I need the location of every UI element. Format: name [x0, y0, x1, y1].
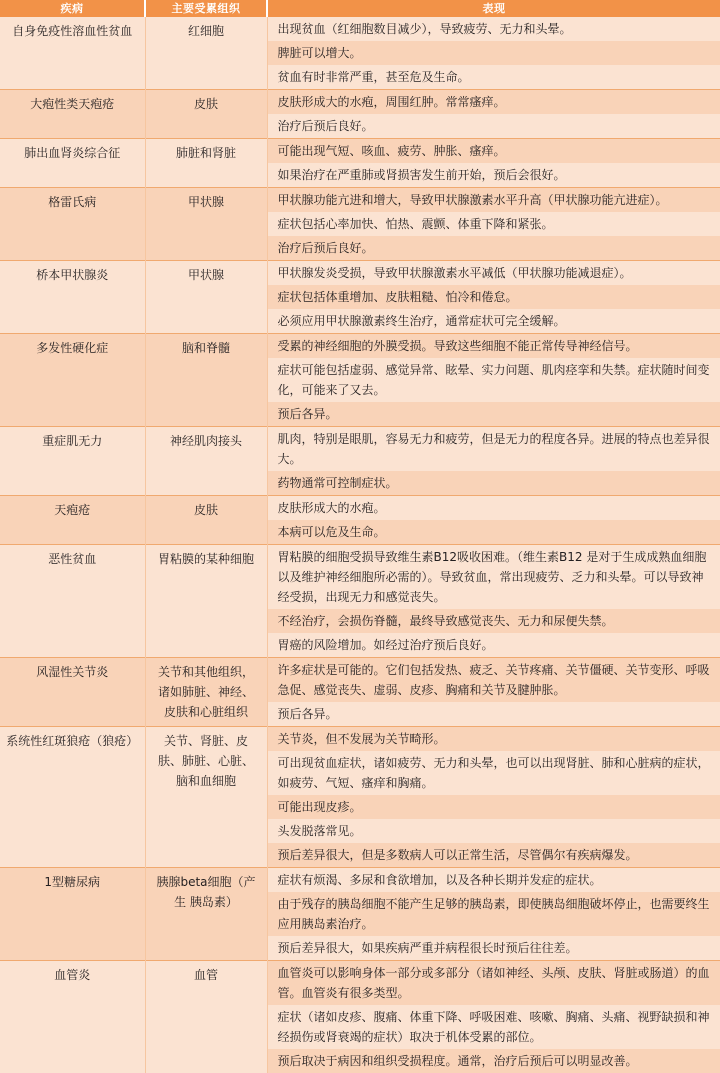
disease-name-text: 1型糖尿病 [0, 868, 145, 896]
disease-name-text: 血管炎 [0, 961, 145, 989]
manifestation-line: 肌肉，特别是眼肌，容易无力和疲劳，但是无力的程度各异。进展的特点也差异很大。 [268, 427, 720, 471]
table-row [0, 427, 720, 496]
cell-disease-name [0, 427, 145, 496]
manifestation-line: 可出现贫血症状，诸如疲劳、无力和头晕，也可以出现肾脏、肺和心脏病的症状，如疲劳、气短、瘙痒和胸痛。 [268, 751, 720, 795]
cell-manifestations [267, 261, 720, 334]
manifestation-line: 脾脏可以增大。 [268, 41, 720, 65]
cell-manifestations [267, 545, 720, 658]
manifestation-line: 预后各异。 [268, 402, 720, 426]
manifestation-line: 受累的神经细胞的外膜受损。导致这些细胞不能正常传导神经信号。 [268, 334, 720, 358]
disease-name-text: 肺出血肾炎综合征 [0, 139, 145, 167]
cell-affected-tissue [145, 545, 267, 658]
cell-manifestations [267, 188, 720, 261]
manifestation-line: 皮肤形成大的水疱，周围红肿。常常瘙痒。 [268, 90, 720, 114]
cell-disease-name [0, 545, 145, 658]
column-header-manifestation: 表现 [267, 0, 720, 17]
manifestation-line: 本病可以危及生命。 [268, 520, 720, 544]
affected-tissue-text: 关节、肾脏、皮肤、肺脏、心脏、脑和血细胞 [146, 727, 267, 795]
manifestation-line: 预后差异很大，但是多数病人可以正常生活，尽管偶尔有疾病爆发。 [268, 843, 720, 867]
cell-manifestations [267, 658, 720, 727]
cell-affected-tissue [145, 658, 267, 727]
cell-affected-tissue [145, 17, 267, 90]
manifestation-line: 甲状腺发炎受损，导致甲状腺激素水平减低（甲状腺功能减退症）。 [268, 261, 720, 285]
manifestation-line: 治疗后预后良好。 [268, 236, 720, 260]
cell-manifestations [267, 334, 720, 427]
disease-name-text: 大疱性类天疱疮 [0, 90, 145, 118]
affected-tissue-text: 甲状腺 [146, 261, 267, 289]
cell-affected-tissue [145, 261, 267, 334]
column-header-tissue: 主要受累组织 [145, 0, 267, 17]
cell-disease-name [0, 188, 145, 261]
manifestation-line: 甲状腺功能亢进和增大，导致甲状腺激素水平升高（甲状腺功能亢进症）。 [268, 188, 720, 212]
affected-tissue-text: 关节和其他组织，诸如肺脏、神经、皮肤和心脏组织 [146, 658, 267, 726]
cell-affected-tissue [145, 334, 267, 427]
manifestation-line: 胃癌的风险增加。如经过治疗预后良好。 [268, 633, 720, 657]
manifestation-line: 胃粘膜的细胞受损导致维生素B12吸收困难。（维生素B12 是对于生成成熟血细胞以及维护神经细胞所必需的）。导致贫血，常出现疲劳、乏力和头晕。可以导致神经受损，出现无力和感觉丧失。 [268, 545, 720, 609]
cell-affected-tissue [145, 727, 267, 868]
manifestation-line: 治疗后预后良好。 [268, 114, 720, 138]
cell-manifestations [267, 727, 720, 868]
affected-tissue-text: 神经肌肉接头 [146, 427, 267, 455]
cell-affected-tissue [145, 90, 267, 139]
disease-name-text: 格雷氏病 [0, 188, 145, 216]
cell-affected-tissue [145, 427, 267, 496]
manifestation-line: 症状包括体重增加、皮肤粗糙、怕冷和倦怠。 [268, 285, 720, 309]
table-row [0, 496, 720, 545]
manifestation-line: 贫血有时非常严重，甚至危及生命。 [268, 65, 720, 89]
cell-disease-name [0, 17, 145, 90]
affected-tissue-text: 甲状腺 [146, 188, 267, 216]
manifestation-line: 症状（诸如皮疹、腹痛、体重下降、呼吸困难、咳嗽、胸痛、头痛、视野缺损和神经损伤或肾衰竭的症状）取决于机体受累的部位。 [268, 1005, 720, 1049]
manifestation-line: 皮肤形成大的水疱。 [268, 496, 720, 520]
manifestation-line: 出现贫血（红细胞数目减少），导致疲劳、无力和头晕。 [268, 17, 720, 41]
affected-tissue-text: 肺脏和肾脏 [146, 139, 267, 167]
disease-name-text: 恶性贫血 [0, 545, 145, 573]
cell-manifestations [267, 427, 720, 496]
cell-affected-tissue [145, 868, 267, 961]
table-row [0, 334, 720, 427]
header-row [0, 0, 720, 17]
cell-manifestations [267, 139, 720, 188]
cell-disease-name [0, 90, 145, 139]
cell-affected-tissue [145, 139, 267, 188]
table-body [0, 17, 720, 1073]
manifestation-line: 如果治疗在严重肺或肾损害发生前开始，预后会很好。 [268, 163, 720, 187]
cell-affected-tissue [145, 188, 267, 261]
manifestation-line: 预后差异很大，如果疾病严重并病程很长时预后往往差。 [268, 936, 720, 960]
cell-manifestations [267, 17, 720, 90]
cell-disease-name [0, 334, 145, 427]
affected-tissue-text: 皮肤 [146, 496, 267, 524]
table-row [0, 17, 720, 90]
table-row [0, 545, 720, 658]
affected-tissue-text: 脑和脊髓 [146, 334, 267, 362]
table-row [0, 188, 720, 261]
column-header-disease: 疾病 [0, 0, 145, 17]
affected-tissue-text: 血管 [146, 961, 267, 989]
cell-manifestations [267, 868, 720, 961]
affected-tissue-text: 胃粘膜的某种细胞 [146, 545, 267, 573]
affected-tissue-text: 胰腺beta细胞（产生 胰岛素） [146, 868, 267, 916]
disease-name-text: 重症肌无力 [0, 427, 145, 455]
table-row [0, 658, 720, 727]
cell-manifestations [267, 496, 720, 545]
manifestation-line: 可能出现气短、咳血、疲劳、肿胀、瘙痒。 [268, 139, 720, 163]
manifestation-line: 预后各异。 [268, 702, 720, 726]
manifestation-line: 许多症状是可能的。它们包括发热、疲乏、关节疼痛、关节僵硬、关节变形、呼吸急促、感觉丧失、虚弱、皮疹、胸痛和关节及腱肿胀。 [268, 658, 720, 702]
manifestation-line: 药物通常可控制症状。 [268, 471, 720, 495]
table-row [0, 868, 720, 961]
table-row [0, 139, 720, 188]
disease-name-text: 桥本甲状腺炎 [0, 261, 145, 289]
disease-name-text: 天疱疮 [0, 496, 145, 524]
cell-disease-name [0, 496, 145, 545]
manifestation-line: 症状包括心率加快、怕热、震颤、体重下降和紧张。 [268, 212, 720, 236]
disease-name-text: 系统性红斑狼疮（狼疮） [0, 727, 145, 755]
cell-disease-name [0, 961, 145, 1073]
manifestation-line: 血管炎可以影响身体一部分或多部分（诸如神经、头颅、皮肤、肾脏或肠道）的血管。血管炎有很多类型。 [268, 961, 720, 1005]
affected-tissue-text: 红细胞 [146, 17, 267, 45]
cell-disease-name [0, 868, 145, 961]
disease-name-text: 风湿性关节炎 [0, 658, 145, 686]
manifestation-line: 可能出现皮疹。 [268, 795, 720, 819]
cell-disease-name [0, 139, 145, 188]
table-row [0, 261, 720, 334]
manifestation-line: 头发脱落常见。 [268, 819, 720, 843]
manifestation-line: 由于残存的胰岛细胞不能产生足够的胰岛素，即使胰岛细胞破坏停止，也需要终生应用胰岛素治疗。 [268, 892, 720, 936]
table-row [0, 90, 720, 139]
manifestation-line: 症状有烦渴、多尿和食欲增加，以及各种长期并发症的症状。 [268, 868, 720, 892]
disease-name-text: 自身免疫性溶血性贫血 [0, 17, 145, 45]
manifestation-line: 预后取决于病因和组织受损程度。通常，治疗后预后可以明显改善。 [268, 1049, 720, 1073]
cell-disease-name [0, 658, 145, 727]
cell-disease-name [0, 727, 145, 868]
manifestation-line: 症状可能包括虚弱、感觉异常、眩晕、实力问题、肌肉痉挛和失禁。症状随时间变化，可能来了又去。 [268, 358, 720, 402]
affected-tissue-text: 皮肤 [146, 90, 267, 118]
cell-disease-name [0, 261, 145, 334]
table-header [0, 0, 720, 17]
cell-manifestations [267, 961, 720, 1073]
table-row [0, 727, 720, 868]
cell-affected-tissue [145, 496, 267, 545]
cell-affected-tissue [145, 961, 267, 1073]
manifestation-line: 关节炎，但不发展为关节畸形。 [268, 727, 720, 751]
disease-name-text: 多发性硬化症 [0, 334, 145, 362]
table-row [0, 961, 720, 1073]
cell-manifestations [267, 90, 720, 139]
manifestation-line: 不经治疗，会损伤脊髓，最终导致感觉丧失、无力和尿便失禁。 [268, 609, 720, 633]
manifestation-line: 必须应用甲状腺激素终生治疗，通常症状可完全缓解。 [268, 309, 720, 333]
